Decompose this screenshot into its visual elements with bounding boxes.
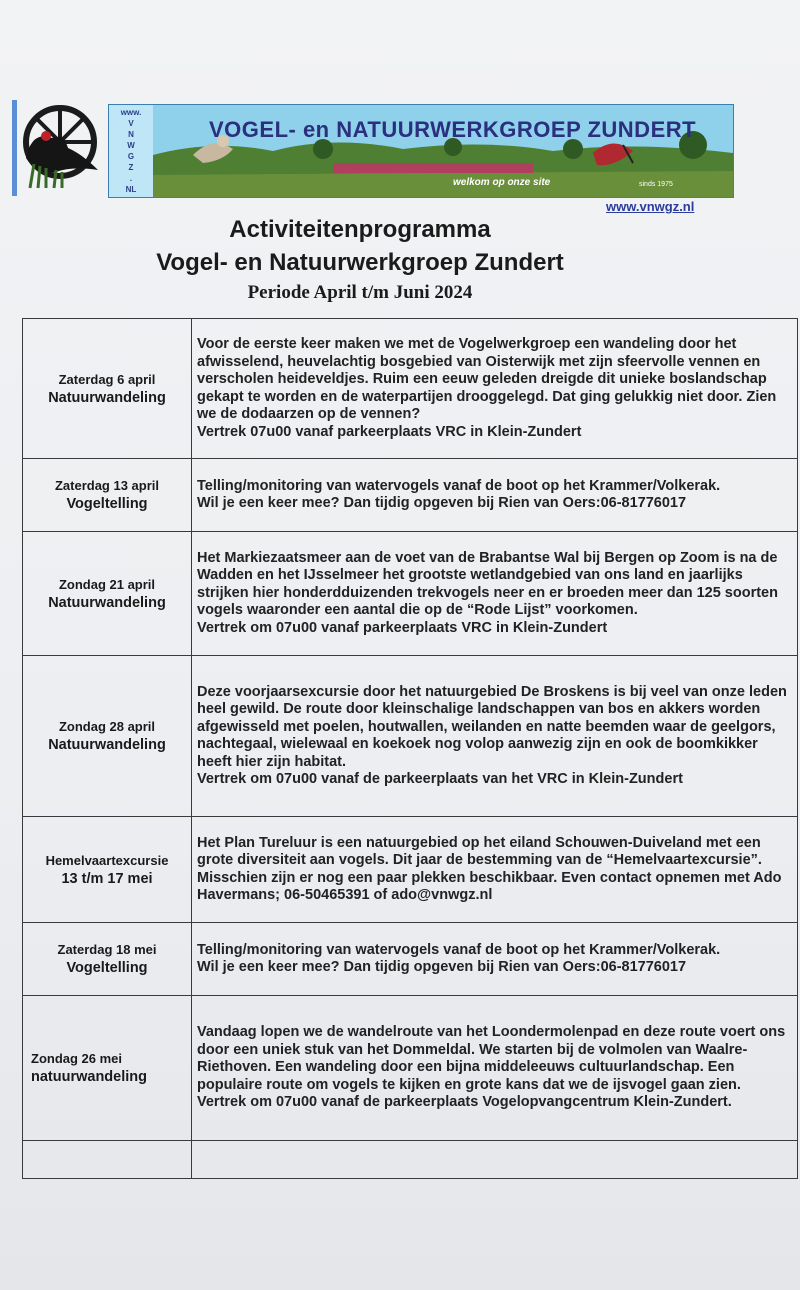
activity-type: natuurwandeling (31, 1069, 147, 1085)
table-row-empty (23, 1141, 798, 1179)
activity-date: Zaterdag 13 april (54, 478, 160, 493)
banner-side-line: . (129, 174, 133, 183)
banner-side-line: Z (128, 163, 134, 172)
activity-date: Hemelvaartexcursie (45, 852, 169, 868)
activity-description-cell (192, 817, 798, 923)
activity-type: Natuurwandeling (48, 737, 166, 753)
empty-cell (23, 1141, 192, 1179)
banner-since: sinds 1975 (639, 181, 673, 188)
activity-text: Voor de eerste keer maken we met de Vogelwerkgroep een wandeling door het afwisselend, heuvelachtig bosgebied van Oisterwijk met zijn sfeervolle vennen en verscholen heideveldjes. Ruim een eeuw geleden dreigde dit unieke boslandschap gekapt te worden en de waterpartijen drooggelegd. Dat ging gelukkig niet door. Zien we de dodaarzen op de vennen? (197, 336, 777, 422)
activity-date-cell (23, 817, 192, 923)
activity-description-cell (192, 459, 798, 532)
activity-date-cell (23, 319, 192, 459)
table-row (23, 923, 798, 996)
activity-date-cell (23, 459, 192, 532)
banner-side-line: W (127, 141, 135, 150)
activity-description-cell (192, 656, 798, 817)
table-row (23, 532, 798, 656)
activity-text: Het Plan Tureluur is een natuurgebied op het eiland Schouwen-Duiveland met een grote diversiteit aan vogels. Dit jaar de bestemming van de “Hemelvaartexcursie”. Misschien zijn er nog een paar plekken beschikbaar. Even contact opnemen met Ado Havermans; 06-50465391 of ado@vnwgz.nl (197, 834, 782, 903)
period-label: Periode April t/m Juni 2024 (247, 282, 473, 303)
activity-description-cell (192, 996, 798, 1141)
table-row (23, 319, 798, 459)
activity-date: Zaterdag 18 mei (57, 942, 157, 957)
activity-text: Telling/monitoring van watervogels vanaf de boot op het Krammer/Volkerak. (197, 477, 721, 494)
activity-departure: Vertrek om 07u00 vanaf de parkeerplaats van het VRC in Klein-Zundert (197, 771, 683, 787)
table-row (23, 459, 798, 532)
table-row (23, 656, 798, 817)
activities-table (22, 318, 798, 1179)
activity-description-cell (192, 319, 798, 459)
page-subtitle: Vogel- en Natuurwerkgroep Zundert (156, 249, 564, 276)
club-logo (12, 100, 108, 196)
empty-cell (192, 1141, 798, 1179)
banner-title: VOGEL- en NATUURWERKGROEP ZUNDERT (209, 117, 697, 142)
activity-description-cell (192, 923, 798, 996)
activity-date-cell (23, 996, 192, 1141)
activity-type: Vogeltelling (66, 496, 148, 512)
header (12, 100, 732, 198)
banner-side-line: www. (120, 108, 142, 117)
table-row (23, 817, 798, 923)
activity-type: Natuurwandeling (48, 594, 166, 611)
activity-type: Natuurwandeling (48, 389, 166, 406)
activity-type: Vogeltelling (66, 960, 148, 976)
activity-text: Telling/monitoring van watervogels vanaf de boot op het Krammer/Volkerak. (197, 941, 721, 958)
page-title: Activiteitenprogramma (229, 216, 491, 243)
banner-vertical-text (109, 105, 153, 197)
activity-departure: Vertrek om 07u00 vanaf parkeerplaats VRC in Klein-Zundert (197, 619, 608, 636)
activity-type: 13 t/m 17 mei (61, 870, 153, 887)
activity-description-cell (192, 532, 798, 656)
activity-departure: Wil je een keer mee? Dan tijdig opgeven bij Rien van Oers:06-81776017 (197, 959, 687, 975)
banner-side-line: V (128, 119, 134, 128)
table-row (23, 996, 798, 1141)
activity-date-cell (23, 923, 192, 996)
activity-departure: Vertrek om 07u00 vanaf de parkeerplaats Vogelopvangcentrum Klein-Zundert. (197, 1094, 732, 1111)
activity-date: Zondag 21 april (58, 576, 156, 592)
activity-departure: Vertrek 07u00 vanaf parkeerplaats VRC in Klein-Zundert (197, 423, 582, 440)
activity-date: Zondag 26 mei (31, 1051, 123, 1066)
activity-date-cell (23, 532, 192, 656)
banner-side-line: N (128, 130, 134, 139)
website-link[interactable]: www.vnwgz.nl (606, 199, 695, 214)
activity-departure: Wil je een keer mee? Dan tijdig opgeven bij Rien van Oers:06-81776017 (197, 495, 687, 511)
header-banner (108, 104, 734, 198)
banner-side-line: G (127, 152, 135, 161)
activity-text: Deze voorjaarsexcursie door het natuurgebied De Broskens is bij veel van onze leden heel gewild. De route door kleinschalige landschappen van bos en akkers worden afgewisseld met poelen, houtwallen, weilanden en natte beemden waar de geelgors, nachtegaal, wielewaal en koekoek nog volop aanwezig zijn en ook de boomkikker heeft hier zijn habitat. (197, 683, 787, 770)
activity-date: Zaterdag 6 april (58, 371, 156, 387)
banner-welcome: welkom op onze site (453, 177, 551, 188)
activity-date: Zondag 28 april (58, 719, 156, 734)
activity-text: Vandaag lopen we de wandelroute van het Loondermolenpad en deze route voert ons door een uniek stuk van het Dommeldal. We starten bij de volmolen van Waalre-Riethoven. Een wandeling door een bijna middeleeuws cultuurlandschap. Een populaire route om vogels te kijken en grote kans dat we de ijsvogel gaan zien. (197, 1024, 786, 1093)
activity-date-cell (23, 656, 192, 817)
activity-text: Het Markiezaatsmeer aan de voet van de Brabantse Wal bij Bergen op Zoom is na de Wadden en het IJsselmeer het grootste wetlandgebied van ons land en jaarlijks strijken hier honderdduizenden trekvogels neer en er broeden meer dan 125 soorten vogels waaronder een aantal die op de “Rode Lijst” voorkomen. (197, 549, 778, 619)
banner-side-line: NL (125, 185, 137, 194)
